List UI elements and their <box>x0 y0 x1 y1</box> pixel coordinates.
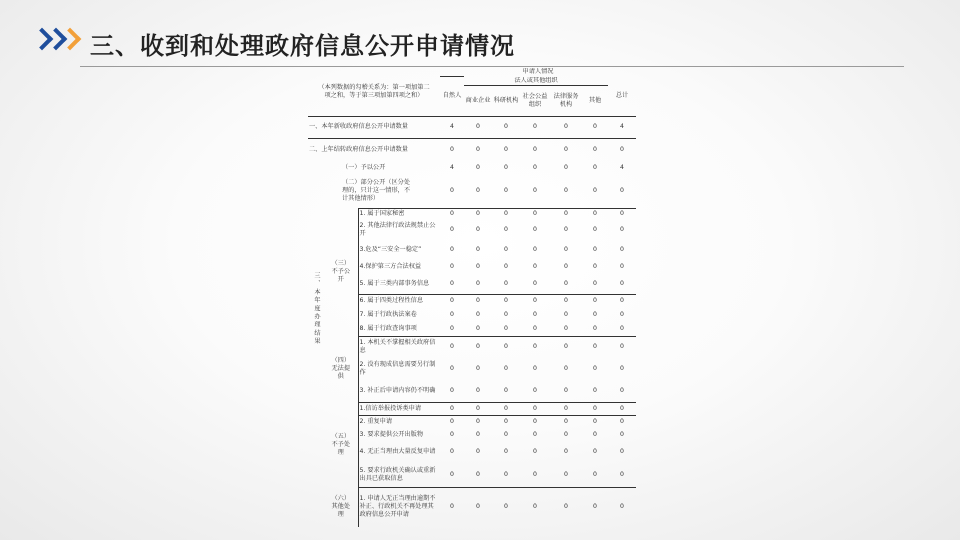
cell-natural: 4 <box>450 164 454 171</box>
col-natural-person: 自然人 <box>440 77 464 117</box>
cell-legal-service: 0 <box>550 116 582 138</box>
cell-legal-service: 0 <box>550 294 582 308</box>
cell-natural: 0 <box>450 246 454 253</box>
col-social: 社会公益组织 <box>522 92 548 108</box>
cell-social: 0 <box>520 208 550 220</box>
row-label: （一）予以公开 <box>342 164 386 171</box>
row-label: 6. 属于四类过程性信息 <box>358 294 440 308</box>
applicant-group-header: 申请人情况 <box>522 68 554 75</box>
section3-label <box>308 162 324 527</box>
cell-legal-service: 0 <box>564 448 568 455</box>
cell-business: 0 <box>464 415 492 428</box>
cell-business: 0 <box>476 279 480 287</box>
cell-other: 0 <box>593 386 597 394</box>
cell-legal-service: 0 <box>564 146 568 154</box>
cell-natural: 0 <box>450 311 454 318</box>
row-label: 2. 重复申请 <box>358 415 440 428</box>
cell-business: 0 <box>476 386 480 394</box>
cell-natural: 0 <box>450 186 454 194</box>
table-row <box>308 274 636 294</box>
cell-research: 0 <box>504 386 508 394</box>
cell-total: 0 <box>620 263 624 270</box>
cell-natural: 0 <box>450 279 454 287</box>
cell-legal-service: 0 <box>564 164 568 171</box>
cell-natural: 0 <box>450 226 454 233</box>
page-title: 三、收到和处理政府信息公开申请情况 <box>90 32 515 60</box>
cell-other: 0 <box>593 226 597 233</box>
cell-other: 0 <box>582 116 608 138</box>
cell-natural: 0 <box>450 263 454 270</box>
cell-total: 4 <box>608 116 636 138</box>
cell-social: 0 <box>533 226 537 233</box>
cell-business: 0 <box>476 164 480 171</box>
cell-research: 0 <box>504 430 508 438</box>
cell-research: 0 <box>492 415 520 428</box>
cell-research: 0 <box>504 186 508 194</box>
cell-research: 0 <box>492 116 520 138</box>
cell-other: 0 <box>593 246 597 253</box>
cell-research: 0 <box>492 294 520 308</box>
cell-legal-service: 0 <box>564 246 568 253</box>
cell-total: 0 <box>620 186 624 194</box>
cell-research: 0 <box>504 226 508 233</box>
table-row <box>308 358 636 380</box>
table-row <box>308 487 636 527</box>
cell-natural: 0 <box>450 146 454 154</box>
table-row <box>308 294 636 308</box>
row-label: 2. 其他法律行政法规禁止公开 <box>358 220 440 240</box>
cell-social: 0 <box>533 365 537 372</box>
row-label: 3. 补正后申请内容仍不明确 <box>358 380 440 402</box>
cell-social: 0 <box>520 116 550 138</box>
cell-research: 0 <box>504 324 508 332</box>
group5-label: （五）不予处理 <box>331 432 351 456</box>
cell-other: 0 <box>593 186 597 194</box>
row-label: 1. 本机关不掌握相关政府信息 <box>358 336 440 358</box>
table-row <box>308 322 636 336</box>
cell-total: 0 <box>620 279 624 287</box>
row-label: 2. 没有现成信息需要另行制作 <box>358 358 440 380</box>
cell-social: 0 <box>533 448 537 455</box>
table-row-agree <box>308 162 636 174</box>
row-label: 8. 属于行政查询事项 <box>358 322 440 336</box>
table-row <box>308 208 636 220</box>
title-chevron-icon <box>34 31 76 47</box>
cell-business: 0 <box>476 430 480 438</box>
cell-social: 0 <box>533 470 537 478</box>
cell-social: 0 <box>533 386 537 394</box>
cell-legal-service: 0 <box>564 430 568 438</box>
cell-research: 0 <box>504 146 508 154</box>
cell-research: 0 <box>504 311 508 318</box>
cell-research: 0 <box>504 365 508 372</box>
cell-research: 0 <box>492 402 520 415</box>
cell-business: 0 <box>476 365 480 372</box>
cell-total: 4 <box>620 164 624 171</box>
cell-social: 0 <box>533 430 537 438</box>
cell-legal-service: 0 <box>564 226 568 233</box>
cell-business: 0 <box>476 186 480 194</box>
col-other: 其他 <box>588 96 602 104</box>
col-business: 商业企业 <box>465 96 491 104</box>
cell-other: 0 <box>582 487 608 527</box>
col-legal-service: 法律服务机构 <box>553 92 579 108</box>
corner-note: （本列数据的勾稽关系为：第一项加第二项之和，等于第三项加第四项之和） <box>318 83 430 99</box>
cell-natural: 0 <box>440 294 464 308</box>
cell-research: 0 <box>504 279 508 287</box>
cell-legal-service: 0 <box>564 386 568 394</box>
cell-business: 0 <box>464 402 492 415</box>
cell-social: 0 <box>533 263 537 270</box>
table-row-carryover <box>308 138 636 162</box>
cell-business: 0 <box>476 448 480 455</box>
cell-total: 0 <box>620 448 624 455</box>
cell-total: 0 <box>608 402 636 415</box>
table-row <box>308 220 636 240</box>
table-row <box>308 463 636 487</box>
cell-other: 0 <box>593 324 597 332</box>
cell-business: 0 <box>464 336 492 358</box>
row-label: 7. 属于行政执法案卷 <box>358 308 440 322</box>
cell-research: 0 <box>504 263 508 270</box>
cell-social: 0 <box>533 246 537 253</box>
chevron-right-icon <box>59 28 82 51</box>
cell-other: 0 <box>593 311 597 318</box>
row-label: 5. 属于三类内部事务信息 <box>358 274 440 294</box>
legal-group-header: 法人或其他组织 <box>464 77 608 86</box>
cell-total: 0 <box>608 294 636 308</box>
title-divider <box>80 66 904 67</box>
header-row-1 <box>308 68 636 77</box>
cell-legal-service: 0 <box>550 208 582 220</box>
cell-business: 0 <box>464 487 492 527</box>
cell-natural: 0 <box>450 430 454 438</box>
table-row-new <box>308 116 636 138</box>
cell-natural: 0 <box>450 324 454 332</box>
cell-business: 0 <box>464 116 492 138</box>
cell-natural: 4 <box>440 116 464 138</box>
cell-other: 0 <box>582 294 608 308</box>
cell-other: 0 <box>582 208 608 220</box>
row-label: 1. 申请人无正当理由逾期不补正、行政机关不再处理其政府信息公开申请 <box>358 487 440 527</box>
cell-legal-service: 0 <box>564 263 568 270</box>
cell-social: 0 <box>520 402 550 415</box>
cell-social: 0 <box>520 294 550 308</box>
cell-legal-service: 0 <box>564 279 568 287</box>
row-label: 1.信访举报投诉类申请 <box>358 402 440 415</box>
cell-other: 0 <box>593 448 597 455</box>
cell-natural: 0 <box>440 336 464 358</box>
cell-total: 0 <box>620 470 624 478</box>
cell-natural: 0 <box>450 448 454 455</box>
cell-other: 0 <box>593 263 597 270</box>
row-label: 3. 要求提供公开出版物 <box>358 428 440 441</box>
row-label: 1. 属于国家秘密 <box>358 208 440 220</box>
table-row <box>308 428 636 441</box>
application-statistics-table <box>308 68 636 527</box>
cell-total: 0 <box>620 226 624 233</box>
cell-research: 0 <box>504 246 508 253</box>
cell-business: 0 <box>476 146 480 154</box>
cell-other: 0 <box>582 402 608 415</box>
cell-legal-service: 0 <box>564 470 568 478</box>
cell-legal-service: 0 <box>564 311 568 318</box>
cell-social: 0 <box>533 324 537 332</box>
group3-label: （三）不予公开 <box>331 260 351 283</box>
cell-total: 0 <box>620 430 624 438</box>
cell-natural: 0 <box>450 386 454 394</box>
cell-research: 0 <box>504 448 508 455</box>
cell-social: 0 <box>533 164 537 171</box>
cell-research: 0 <box>492 208 520 220</box>
table-row <box>308 260 636 274</box>
cell-legal-service: 0 <box>564 186 568 194</box>
cell-business: 0 <box>476 246 480 253</box>
cell-total: 0 <box>608 415 636 428</box>
cell-legal-service: 0 <box>564 365 568 372</box>
col-research: 科研机构 <box>493 96 519 104</box>
cell-social: 0 <box>533 311 537 318</box>
cell-other: 0 <box>593 430 597 438</box>
cell-research: 0 <box>492 487 520 527</box>
cell-business: 0 <box>464 294 492 308</box>
cell-other: 0 <box>593 365 597 372</box>
cell-social: 0 <box>520 336 550 358</box>
cell-natural: 0 <box>450 470 454 478</box>
cell-research: 0 <box>504 470 508 478</box>
cell-research: 0 <box>492 336 520 358</box>
cell-other: 0 <box>593 279 597 287</box>
row-label: （二）部分公开（区分处理的，只计这一情形，不计其他情形） <box>342 178 411 202</box>
table-row <box>308 441 636 463</box>
cell-total: 0 <box>620 365 624 372</box>
cell-legal-service: 0 <box>550 402 582 415</box>
row-label: 5. 要求行政机关确认或重新出具已获取信息 <box>358 463 440 487</box>
cell-legal-service: 0 <box>550 336 582 358</box>
cell-other: 0 <box>582 336 608 358</box>
cell-research: 0 <box>504 164 508 171</box>
cell-total: 0 <box>620 311 624 318</box>
cell-business: 0 <box>476 470 480 478</box>
cell-total: 0 <box>620 246 624 253</box>
table-row <box>308 380 636 402</box>
row-label: 4.保护第三方合法权益 <box>358 260 440 274</box>
cell-legal-service: 0 <box>550 487 582 527</box>
row-label: 一、本年新收政府信息公开申请数量 <box>308 116 440 138</box>
cell-total: 0 <box>608 336 636 358</box>
table-row <box>308 240 636 260</box>
cell-natural: 0 <box>450 365 454 372</box>
cell-social: 0 <box>533 146 537 154</box>
cell-business: 0 <box>464 208 492 220</box>
table-row <box>308 336 636 358</box>
cell-other: 0 <box>593 470 597 478</box>
cell-natural: 0 <box>440 415 464 428</box>
cell-natural: 0 <box>440 402 464 415</box>
cell-natural: 0 <box>440 208 464 220</box>
cell-business: 0 <box>476 324 480 332</box>
cell-social: 0 <box>533 279 537 287</box>
cell-total: 0 <box>620 324 624 332</box>
group4-label: （四）无法提供 <box>331 357 351 380</box>
group6-label: （六）其他处理 <box>331 495 351 518</box>
table-row-partial <box>308 174 636 208</box>
cell-legal-service: 0 <box>550 415 582 428</box>
cell-total: 0 <box>608 208 636 220</box>
cell-legal-service: 0 <box>564 324 568 332</box>
row-label: 二、上年结转政府信息公开申请数量 <box>309 146 408 154</box>
cell-business: 0 <box>476 311 480 318</box>
table-row <box>308 308 636 322</box>
row-label: 4. 无正当理由大量反复申请 <box>358 441 440 463</box>
table-row <box>308 415 636 428</box>
cell-social: 0 <box>533 186 537 194</box>
cell-social: 0 <box>520 415 550 428</box>
cell-business: 0 <box>476 263 480 270</box>
cell-business: 0 <box>476 226 480 233</box>
cell-natural: 0 <box>440 487 464 527</box>
cell-social: 0 <box>520 487 550 527</box>
cell-other: 0 <box>593 164 597 171</box>
col-total: 总计 <box>615 92 629 99</box>
cell-other: 0 <box>593 146 597 154</box>
cell-total: 0 <box>608 487 636 527</box>
cell-total: 0 <box>620 146 624 154</box>
section3-text: 三、本年度办理结果 <box>313 272 320 346</box>
row-label: 3.危及“三安全一稳定” <box>358 240 440 260</box>
cell-total: 0 <box>620 386 624 394</box>
table-row <box>308 402 636 415</box>
cell-other: 0 <box>582 415 608 428</box>
